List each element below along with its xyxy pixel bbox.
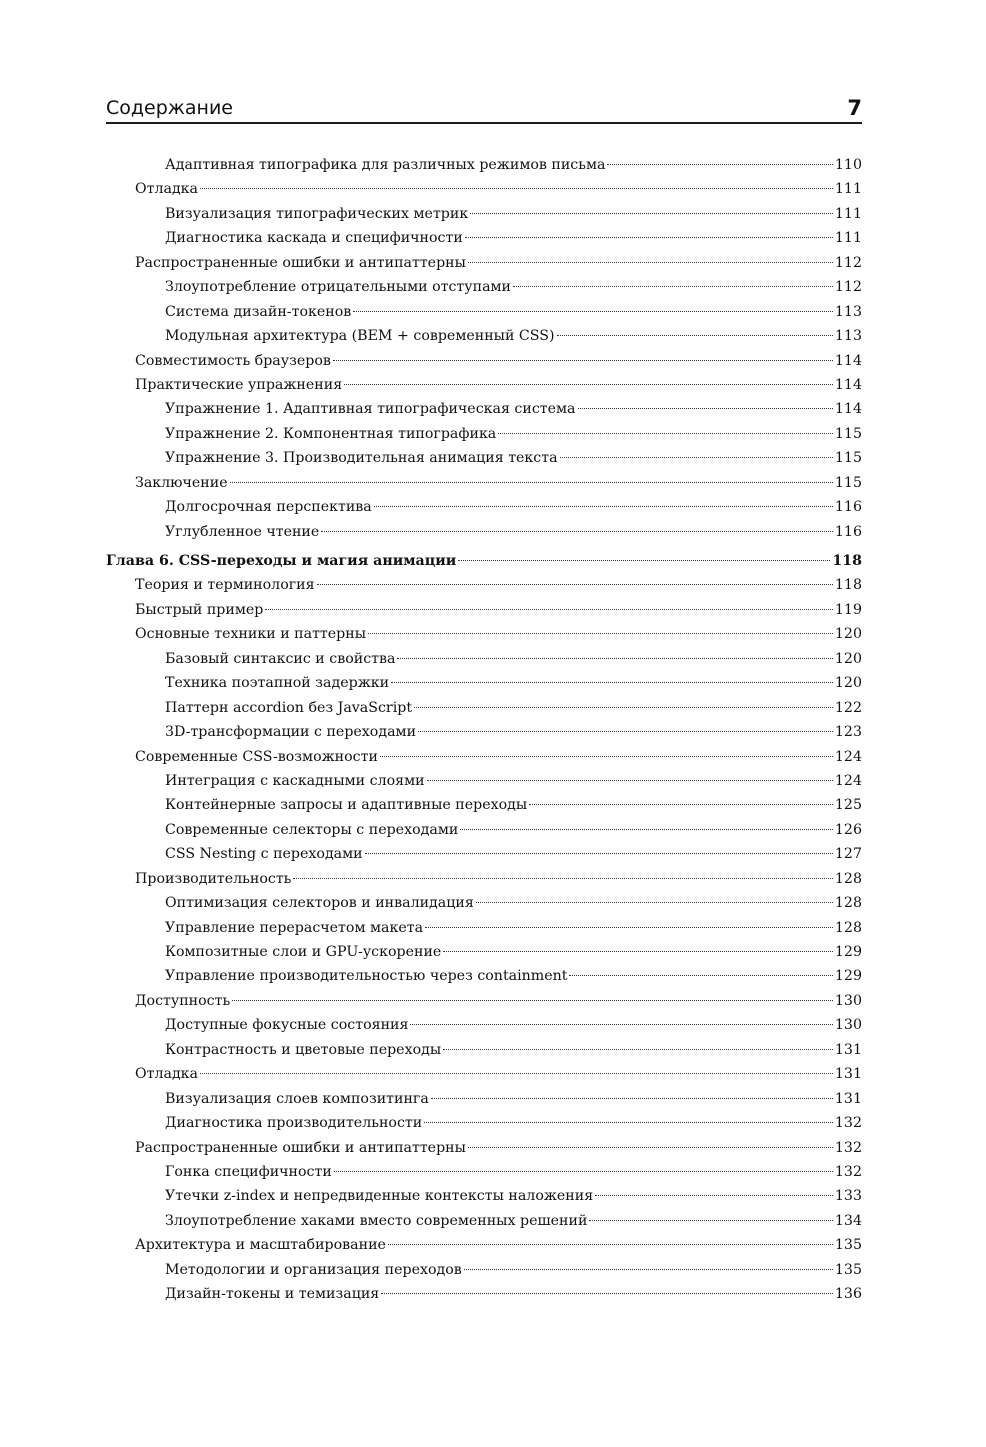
toc-dot-leader xyxy=(374,506,833,507)
toc-entry[interactable] xyxy=(106,720,862,744)
toc-entry-page: 131 xyxy=(834,1066,862,1083)
toc-entry-page: 113 xyxy=(834,303,862,320)
toc-entry[interactable] xyxy=(106,1258,862,1282)
toc-dot-leader xyxy=(427,780,833,781)
toc-entry[interactable] xyxy=(106,1013,862,1037)
toc-entry[interactable] xyxy=(106,916,862,940)
toc-entry-page: 112 xyxy=(834,279,862,296)
toc-entry-page: 114 xyxy=(834,352,862,369)
toc-dot-leader xyxy=(232,1000,833,1001)
toc-dot-leader xyxy=(424,1122,833,1123)
toc-entry-page: 129 xyxy=(834,944,862,960)
toc-dot-leader xyxy=(414,707,833,708)
toc-entry-title: Архитектура и масштабирование xyxy=(135,1237,386,1254)
toc-dot-leader xyxy=(397,658,832,659)
toc-entry-page: 119 xyxy=(834,601,862,618)
toc-entry-title: Заключение xyxy=(135,474,228,491)
toc-entry-title: Злоупотребление отрицательными отступами xyxy=(165,279,512,296)
toc-entry[interactable] xyxy=(106,1209,862,1233)
toc-entry[interactable] xyxy=(106,964,862,988)
toc-dot-leader xyxy=(513,286,833,287)
toc-entry[interactable] xyxy=(106,1233,862,1257)
toc-entry-title: 3D-трансформации с переходами xyxy=(165,724,417,741)
toc-entry-title: Интеграция с каскадными слоями xyxy=(165,772,425,789)
toc-entry-title: Доступность xyxy=(135,992,231,1009)
toc-dot-leader xyxy=(333,360,833,361)
toc-entry[interactable] xyxy=(106,1062,862,1086)
toc-entry[interactable] xyxy=(106,446,862,470)
toc-entry-title: Доступные фокусные состояния xyxy=(165,1017,409,1034)
toc-entry-title: Глава 6. CSS-переходы и магия анимации xyxy=(106,553,457,569)
toc-entry-title: Гонка специфичности xyxy=(165,1163,332,1180)
toc-entry-page: 120 xyxy=(834,650,862,667)
toc-entry[interactable] xyxy=(106,1111,862,1135)
toc-entry-title: Совместимость браузеров xyxy=(135,352,331,369)
toc-entry-title: Композитные слои и GPU-ускорение xyxy=(165,944,442,960)
toc-entry[interactable] xyxy=(106,842,862,866)
toc-dot-leader xyxy=(293,878,832,879)
toc-entry-page: 112 xyxy=(834,254,862,271)
toc-entry-page: 128 xyxy=(834,870,862,887)
toc-entry-page: 115 xyxy=(834,425,862,442)
toc-entry-page: 111 xyxy=(834,230,862,247)
toc-entry-page: 135 xyxy=(834,1261,862,1278)
toc-entry-page: 115 xyxy=(834,474,862,491)
toc-entry-page: 129 xyxy=(834,968,862,985)
toc-entry[interactable] xyxy=(106,696,862,720)
toc-dot-leader xyxy=(265,609,833,610)
toc-entry-page: 130 xyxy=(834,1017,862,1034)
toc-entry-title: Теория и терминология xyxy=(135,577,315,594)
toc-entry[interactable] xyxy=(106,1038,862,1062)
toc-entry[interactable] xyxy=(106,867,862,891)
toc-entry[interactable] xyxy=(106,397,862,421)
toc-dot-leader xyxy=(230,482,833,483)
toc-dot-leader xyxy=(529,804,833,805)
toc-dot-leader xyxy=(321,531,833,532)
toc-entry-page: 118 xyxy=(832,553,862,569)
toc-entry-page: 111 xyxy=(834,181,862,198)
toc-entry-title: Контейнерные запросы и адаптивные переходы xyxy=(165,797,528,814)
toc-dot-leader xyxy=(388,1244,833,1245)
toc-entry-title: Отладка xyxy=(135,1066,199,1083)
toc-entry-page: 116 xyxy=(834,523,862,540)
toc-entry-page: 114 xyxy=(834,376,862,393)
toc-entry-page: 126 xyxy=(834,821,862,838)
toc-dot-leader xyxy=(560,457,833,458)
toc-entry[interactable] xyxy=(106,793,862,817)
toc-entry[interactable] xyxy=(106,349,862,373)
toc-entry-title: Модульная архитектура (BEM + современный CSS) xyxy=(165,328,555,345)
toc-entry-page: 111 xyxy=(834,205,862,222)
toc-dot-leader xyxy=(410,1024,832,1025)
toc-entry-page: 120 xyxy=(834,675,862,692)
toc-entry[interactable] xyxy=(106,1136,862,1160)
toc-entry-page: 131 xyxy=(834,1041,862,1058)
toc-entry[interactable] xyxy=(106,818,862,842)
toc-dot-leader xyxy=(595,1195,833,1196)
toc-entry-page: 113 xyxy=(834,328,862,345)
toc-entry-title: Утечки z-index и непредвиденные контексты наложения xyxy=(165,1188,594,1205)
toc-entry[interactable] xyxy=(106,940,862,964)
toc-entry-page: 132 xyxy=(834,1115,862,1132)
toc-entry-title: Управление производительностью через containment xyxy=(165,968,568,985)
toc-entry[interactable] xyxy=(106,495,862,519)
toc-entry-page: 134 xyxy=(834,1212,862,1229)
toc-entry-title: Управление перерасчетом макета xyxy=(165,919,424,936)
toc-entry-title: Быстрый пример xyxy=(135,601,264,618)
toc-dot-leader xyxy=(391,682,833,683)
toc-dot-leader xyxy=(468,1147,833,1148)
toc-chapter-entry[interactable] xyxy=(106,549,862,573)
toc-entry[interactable] xyxy=(106,226,862,250)
toc-dot-leader xyxy=(578,408,833,409)
toc-dot-leader xyxy=(443,1049,833,1050)
toc-dot-leader xyxy=(607,164,832,165)
toc-dot-leader xyxy=(425,927,833,928)
toc-entry-title: Злоупотребление хаками вместо современных решений xyxy=(165,1212,588,1229)
toc-entry[interactable] xyxy=(106,373,862,397)
toc-entry-page: 130 xyxy=(834,992,862,1009)
toc-entry-title: Диагностика каскада и специфичности xyxy=(165,230,463,247)
toc-entry-title: Методологии и организация переходов xyxy=(165,1261,462,1278)
toc-entry-page: 127 xyxy=(834,846,862,863)
toc-entry[interactable] xyxy=(106,1184,862,1208)
toc-entry[interactable] xyxy=(106,202,862,226)
toc-entry-page: 124 xyxy=(834,748,862,765)
toc-entry-title: Современные селекторы с переходами xyxy=(165,821,459,838)
toc-entry-title: Распространенные ошибки и антипаттерны xyxy=(135,1139,466,1156)
toc-dot-leader xyxy=(476,902,833,903)
toc-dot-leader xyxy=(418,731,833,732)
toc-dot-leader xyxy=(557,335,833,336)
toc-entry[interactable] xyxy=(106,891,862,915)
table-of-contents xyxy=(106,153,862,1307)
toc-entry[interactable] xyxy=(106,471,862,495)
toc-entry[interactable] xyxy=(106,177,862,201)
toc-dot-leader xyxy=(464,1269,833,1270)
toc-dot-leader xyxy=(365,853,833,854)
toc-dot-leader xyxy=(458,560,830,561)
toc-entry[interactable] xyxy=(106,573,862,597)
toc-dot-leader xyxy=(470,213,833,214)
toc-entry-title: Современные CSS-возможности xyxy=(135,748,378,765)
toc-entry-page: 122 xyxy=(834,699,862,716)
toc-entry[interactable] xyxy=(106,769,862,793)
toc-entry-page: 116 xyxy=(834,499,862,516)
toc-dot-leader xyxy=(569,975,832,976)
toc-entry-page: 128 xyxy=(834,919,862,936)
toc-entry-title: Упражнение 3. Производительная анимация текста xyxy=(165,450,558,467)
toc-entry-page: 115 xyxy=(834,450,862,467)
toc-entry-page: 131 xyxy=(834,1090,862,1107)
toc-entry-page: 110 xyxy=(834,157,862,173)
toc-entry-title: Контрастность и цветовые переходы xyxy=(165,1041,442,1058)
toc-entry[interactable] xyxy=(106,671,862,695)
toc-entry-title: Упражнение 2. Компонентная типографика xyxy=(165,425,497,442)
toc-entry[interactable] xyxy=(106,1087,862,1111)
toc-entry-page: 125 xyxy=(834,797,862,814)
toc-entry[interactable] xyxy=(106,598,862,622)
toc-entry-title: Паттерн accordion без JavaScript xyxy=(165,699,413,716)
toc-entry[interactable] xyxy=(106,989,862,1013)
toc-entry-title: Визуализация слоев композитинга xyxy=(165,1090,429,1107)
toc-dot-leader xyxy=(200,1073,833,1074)
toc-entry-page: 124 xyxy=(834,772,862,789)
toc-entry-page: 120 xyxy=(834,626,862,643)
toc-entry-page: 123 xyxy=(834,724,862,741)
toc-entry[interactable] xyxy=(106,1282,862,1306)
toc-entry-page: 136 xyxy=(834,1286,862,1303)
toc-entry-page: 114 xyxy=(834,401,862,418)
toc-entry-page: 133 xyxy=(834,1188,862,1205)
toc-entry-title: CSS Nesting с переходами xyxy=(165,846,363,863)
page-number: 7 xyxy=(847,96,862,120)
toc-entry-title: Диагностика производительности xyxy=(165,1115,423,1132)
toc-dot-leader xyxy=(443,951,833,952)
toc-entry-title: Оптимизация селекторов и инвалидация xyxy=(165,895,474,912)
toc-entry-title: Базовый синтаксис и свойства xyxy=(165,650,396,667)
toc-entry-title: Распространенные ошибки и антипаттерны xyxy=(135,254,466,271)
toc-entry-title: Отладка xyxy=(135,181,199,198)
toc-dot-leader xyxy=(380,756,833,757)
toc-entry-title: Производительность xyxy=(135,870,292,887)
page-title: Содержание xyxy=(106,97,233,119)
toc-entry-page: 118 xyxy=(834,577,862,594)
toc-dot-leader xyxy=(368,633,833,634)
toc-entry-title: Долгосрочная перспектива xyxy=(165,499,372,516)
toc-dot-leader xyxy=(498,433,833,434)
toc-entry-title: Упражнение 1. Адаптивная типографическая система xyxy=(165,401,576,418)
toc-entry[interactable] xyxy=(106,520,862,544)
toc-dot-leader xyxy=(353,311,833,312)
toc-entry-title: Основные техники и паттерны xyxy=(135,626,367,643)
toc-entry[interactable] xyxy=(106,153,862,177)
toc-entry[interactable] xyxy=(106,251,862,275)
toc-dot-leader xyxy=(381,1293,833,1294)
toc-dot-leader xyxy=(200,188,833,189)
toc-entry-page: 135 xyxy=(834,1237,862,1254)
toc-entry-page: 132 xyxy=(834,1139,862,1156)
toc-entry[interactable] xyxy=(106,1160,862,1184)
toc-entry-title: Визуализация типографических метрик xyxy=(165,205,469,222)
toc-dot-leader xyxy=(460,829,833,830)
toc-entry[interactable] xyxy=(106,422,862,446)
toc-entry-title: Практические упражнения xyxy=(135,376,343,393)
toc-entry[interactable] xyxy=(106,275,862,299)
toc-dot-leader xyxy=(334,1171,833,1172)
toc-entry[interactable] xyxy=(106,745,862,769)
toc-dot-leader xyxy=(465,237,833,238)
toc-entry[interactable] xyxy=(106,622,862,646)
toc-entry[interactable] xyxy=(106,647,862,671)
toc-dot-leader xyxy=(344,384,833,385)
toc-entry[interactable] xyxy=(106,324,862,348)
toc-entry-title: Система дизайн-токенов xyxy=(165,303,352,320)
toc-entry-page: 132 xyxy=(834,1163,862,1180)
toc-dot-leader xyxy=(431,1098,833,1099)
toc-entry-title: Адаптивная типографика для различных режимов письма xyxy=(165,157,606,173)
toc-entry-title: Техника поэтапной задержки xyxy=(165,675,390,692)
toc-entry-title: Углубленное чтение xyxy=(165,523,320,540)
toc-entry-title: Дизайн-токены и темизация xyxy=(165,1286,380,1303)
page-header xyxy=(106,92,862,124)
toc-dot-leader xyxy=(468,262,833,263)
toc-entry[interactable] xyxy=(106,300,862,324)
toc-dot-leader xyxy=(317,584,833,585)
toc-entry-page: 128 xyxy=(834,895,862,912)
toc-dot-leader xyxy=(589,1220,832,1221)
